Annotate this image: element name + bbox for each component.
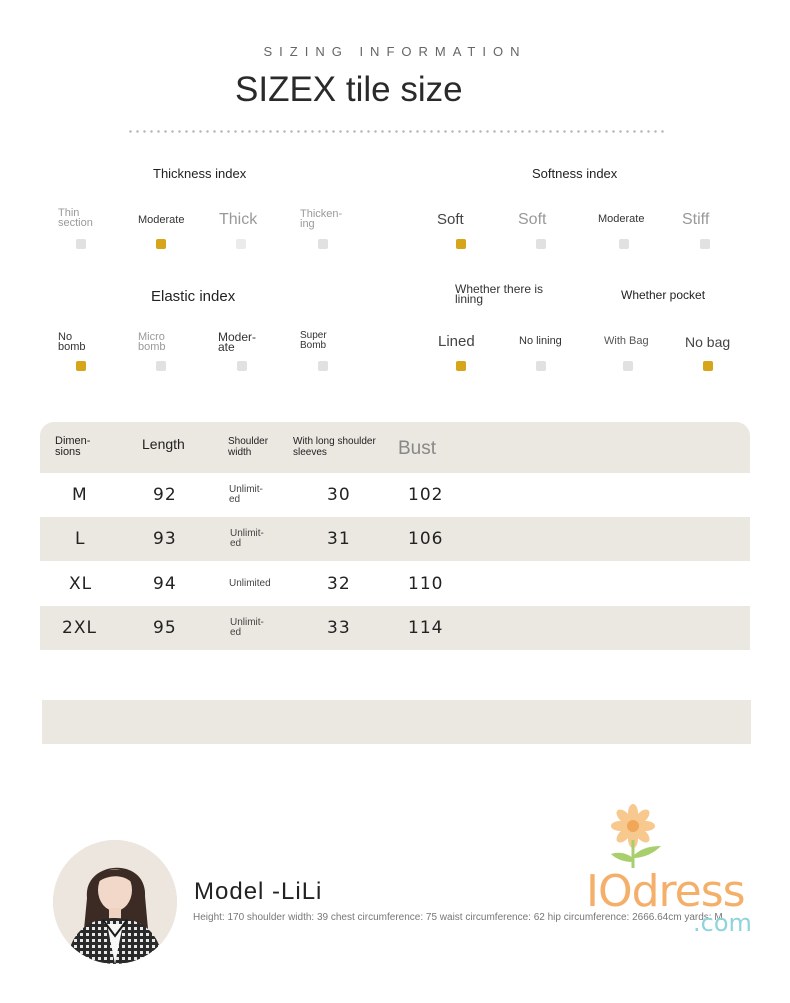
pocket-index-title: Whether pocket (621, 288, 706, 302)
size-cell: M (72, 485, 88, 505)
header-sleeves: With long shoulder sleeves (293, 436, 376, 458)
pocket-marker-with-bag (623, 361, 633, 371)
table-row-l (40, 517, 750, 561)
softness-option-soft: Soft (437, 211, 464, 228)
softness-option-moderate: Moderate (598, 213, 645, 225)
brand-logo-suffix: .com (693, 909, 752, 937)
softness-index-title: Softness index (532, 166, 618, 181)
sleeve-cell: 32 (327, 574, 351, 594)
thickness-index-title: Thickness index (153, 166, 247, 181)
bust-cell: 106 (408, 529, 444, 549)
softness-option-stiff: Stiff (682, 211, 710, 228)
thickness-marker-thick (236, 239, 246, 249)
header-length: Length (142, 436, 185, 452)
brand-logo-wordmark: IOdress (586, 866, 745, 917)
thickness-marker-thin (76, 239, 86, 249)
elastic-option-super-bomb: Super Bomb (300, 330, 327, 351)
header-shoulder-width: Shoulder width (228, 436, 269, 458)
size-cell: 2XL (62, 618, 97, 638)
page-title: SIZEX tile size (235, 70, 463, 109)
elastic-marker-no-bomb (76, 361, 86, 371)
sleeve-cell: 31 (327, 529, 351, 549)
size-cell: L (75, 529, 86, 549)
header-dimensions: Dimen-sions (55, 435, 91, 458)
thickness-option-moderate: Moderate (138, 214, 185, 226)
model-portrait-image (53, 840, 177, 964)
shoulder-cell: Unlimit-ed (230, 528, 264, 549)
lining-option-no-lining: No lining (519, 335, 562, 347)
length-cell: 93 (153, 529, 177, 549)
softness-marker-soft-2 (536, 239, 546, 249)
length-cell: 94 (153, 574, 177, 594)
pocket-option-with-bag: With Bag (604, 335, 649, 347)
softness-marker-soft (456, 239, 466, 249)
lining-index-title: Whether there is lining (455, 282, 544, 306)
pocket-marker-no-bag (703, 361, 713, 371)
elastic-option-micro-bomb: Micro bomb (138, 331, 166, 353)
thickness-option-thickening: Thicken-ing (300, 208, 343, 230)
table-row-m (40, 473, 750, 517)
thickness-option-thick: Thick (219, 211, 258, 228)
bust-cell: 114 (408, 618, 444, 638)
pocket-option-no-bag: No bag (685, 334, 731, 350)
shoulder-cell: Unlimit-ed (230, 617, 264, 638)
softness-marker-stiff (700, 239, 710, 249)
elastic-marker-moderate (237, 361, 247, 371)
dotted-divider (127, 130, 665, 133)
elastic-option-no-bomb: No bomb (58, 331, 86, 353)
sleeve-cell: 30 (327, 485, 351, 505)
bust-cell: 102 (408, 485, 444, 505)
thickness-option-thin: Thin section (58, 207, 93, 229)
table-row-xl (40, 562, 750, 606)
size-cell: XL (69, 574, 93, 594)
lining-option-lined: Lined (438, 333, 475, 350)
softness-marker-moderate (619, 239, 629, 249)
elastic-marker-super-bomb (318, 361, 328, 371)
shoulder-cell: Unlimit-ed (229, 484, 263, 505)
bust-cell: 110 (408, 574, 444, 594)
model-name: Model -LiLi (194, 878, 323, 905)
thickness-marker-moderate (156, 239, 166, 249)
thickness-marker-thickening (318, 239, 328, 249)
lining-marker-lined (456, 361, 466, 371)
elastic-option-moderate: Moder-ate (218, 330, 257, 354)
table-row-2xl (40, 606, 750, 650)
length-cell: 95 (153, 618, 177, 638)
elastic-index-title: Elastic index (151, 288, 236, 305)
size-table-header (40, 422, 750, 473)
elastic-marker-micro-bomb (156, 361, 166, 371)
header-bust: Bust (398, 438, 437, 459)
softness-option-soft-2: Soft (518, 211, 547, 228)
model-avatar (53, 840, 177, 964)
length-cell: 92 (153, 485, 177, 505)
section-kicker: SIZING INFORMATION (263, 44, 527, 59)
empty-band (42, 700, 751, 744)
model-measurements: Height: 170 shoulder width: 39 chest circumference: 75 waist circumference: 62 hip circumference: 2666.64cm yards: M (193, 912, 723, 923)
lining-marker-no-lining (536, 361, 546, 371)
shoulder-cell: Unlimited (229, 578, 271, 589)
sleeve-cell: 33 (327, 618, 351, 638)
